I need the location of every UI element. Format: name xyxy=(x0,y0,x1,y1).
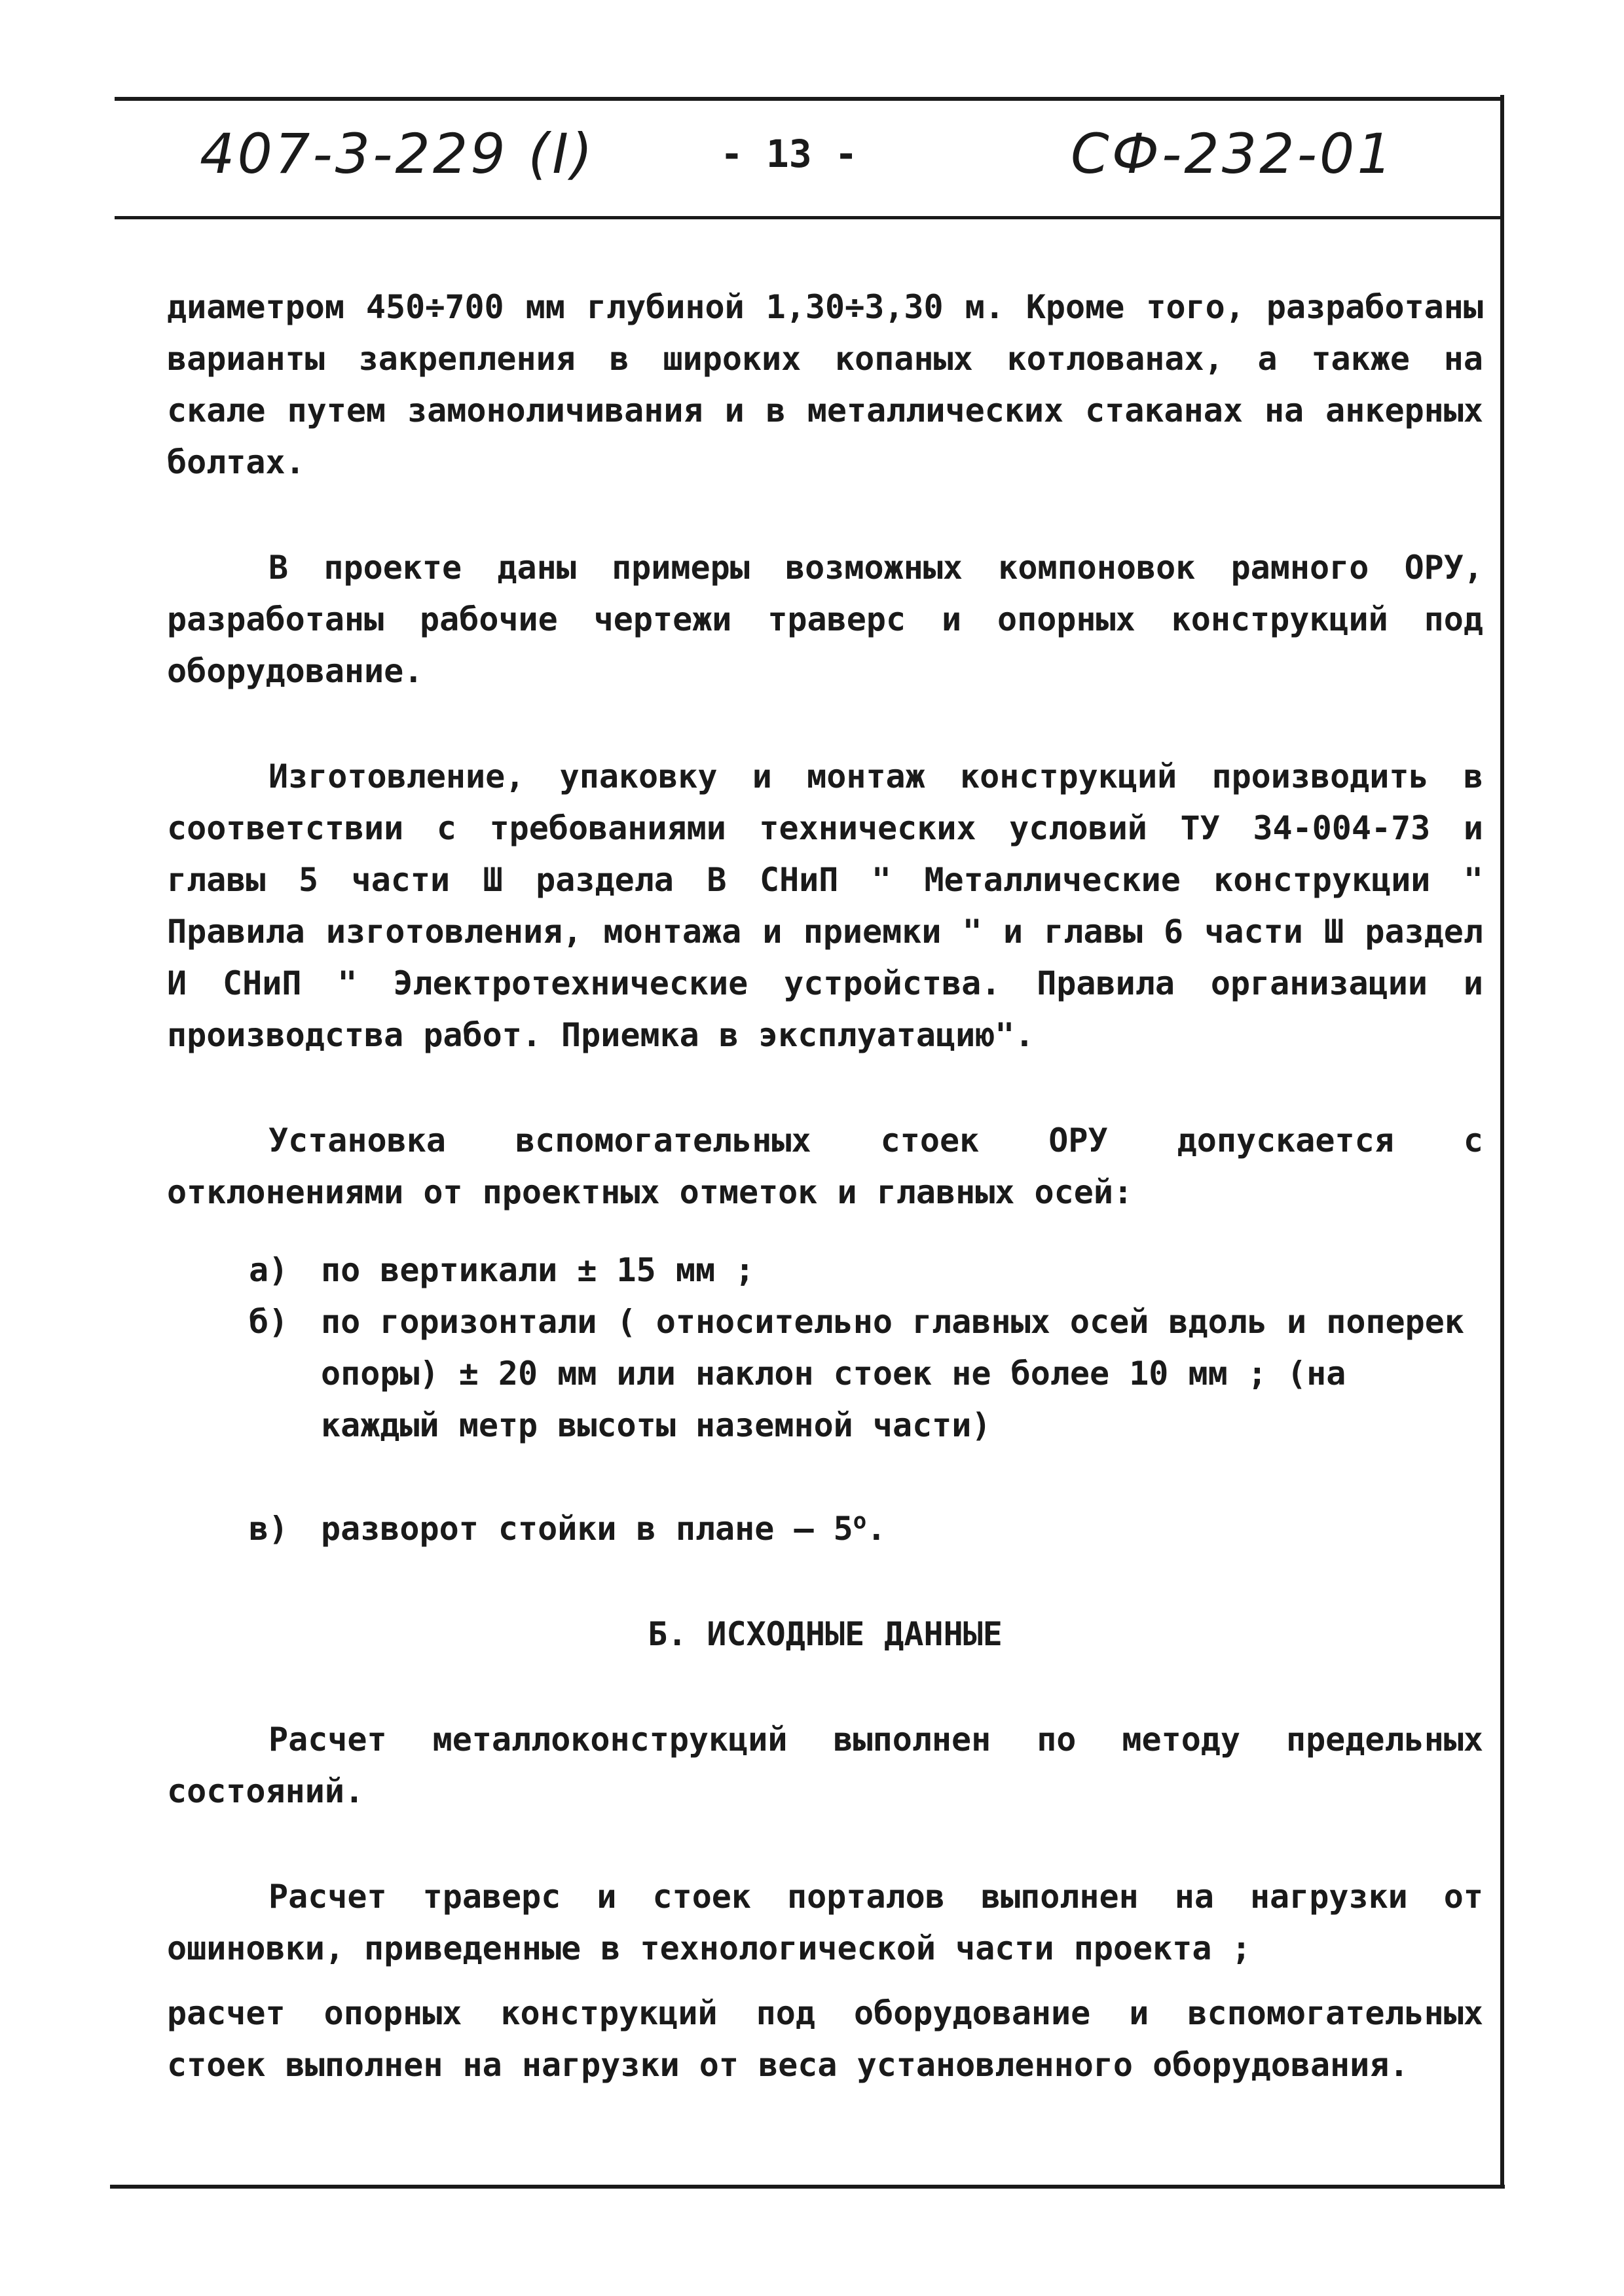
sheet-code: СФ-232-01 xyxy=(1071,122,1395,186)
frame-right-rule xyxy=(1500,95,1504,2189)
list-item xyxy=(249,1245,1483,1296)
rotation-text: разворот стойки в плане – 5 xyxy=(321,1510,853,1548)
page-body xyxy=(167,282,1483,2091)
frame-bottom-rule xyxy=(110,2185,1505,2189)
list-item-text: по вертикали ± 15 мм ; xyxy=(321,1251,755,1289)
tolerance-list xyxy=(249,1245,1483,1555)
paragraph-tolerances-intro: Установка вспомогательных стоек ОРУ допускается с отклонениями от проектных отметок и главных осей: xyxy=(167,1121,1483,1211)
list-item-text: по горизонтали ( относительно главных осей вдоль и поперек опоры) ± 20 мм или наклон стоек не более 10 мм ; (на каждый метр высоты наземной части) xyxy=(321,1303,1464,1444)
list-item xyxy=(249,1296,1483,1451)
paragraph-support-loads: расчет опорных конструкций под оборудование и вспомогательных стоек выполнен на нагрузки от веса установленного оборудования. xyxy=(167,1994,1483,2084)
paragraph-project-scope: В проекте даны примеры возможных компоновок рамного ОРУ, разработаны рабочие чертежи траверс и опорных конструкций под оборудование. xyxy=(167,549,1483,690)
paragraph-method: Расчет металлоконструкций выполнен по методу предельных состояний. xyxy=(167,1721,1483,1810)
paragraph-portal-loads: Расчет траверс и стоек порталов выполнен на нагрузки от ошиновки, приведенные в технологической части проекта ; xyxy=(167,1878,1483,1967)
rotation-tail: . xyxy=(866,1510,887,1548)
list-item-marker: а) xyxy=(249,1251,289,1289)
list-item-marker: б) xyxy=(249,1303,289,1341)
list-item xyxy=(249,1503,1483,1555)
degree-sign: о xyxy=(853,1508,867,1535)
doc-code: 407-3-229 (I) xyxy=(200,122,595,186)
list-item-marker: в) xyxy=(249,1510,289,1548)
frame-top-rule xyxy=(115,97,1503,101)
list-item-text xyxy=(321,1503,1483,1555)
section-heading: Б. ИСХОДНЫЕ ДАННЫЕ xyxy=(648,1615,1003,1653)
page-number: - 13 - xyxy=(720,132,858,176)
paragraph-foundation-options: диаметром 450÷700 мм глубиной 1,30÷3,30 м. Кроме того, разработаны варианты закрепления в широких копаных котлованах, а также на скале путем замоноличивания и в металлических стаканах на анкерных болтах. xyxy=(167,288,1483,481)
paragraph-fabrication: Изготовление, упаковку и монтаж конструкций производить в соответствии с требованиями технических условий ТУ 34-004-73 и главы 5 части Ш раздела В СНиП " Металлические конструкции " Правила изготовления, монтажа и приемки " и главы 6 части Ш раздел И СНиП " Электротехнические устройства. Правила организации и производства работ. Приемка в эксплуатацию". xyxy=(167,757,1483,1054)
header-divider xyxy=(115,216,1503,219)
